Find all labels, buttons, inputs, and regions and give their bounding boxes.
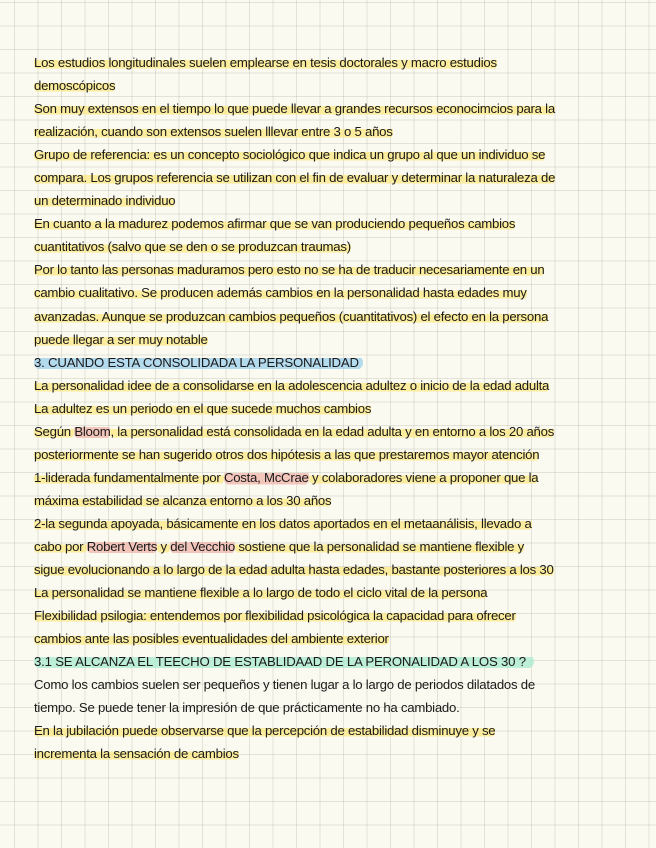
section-heading-3-1 [34, 650, 634, 673]
paragraph-line [34, 719, 634, 742]
highlighted-text: 2-la segunda apoyada, básicamente en los datos aportados en el metaanálisis, llevado a [34, 515, 532, 531]
note-page [34, 51, 634, 765]
paragraph-line [34, 512, 634, 535]
paragraph-line [34, 166, 634, 189]
author-name-highlight: Costa, McCrae [223, 469, 309, 485]
highlighted-text: Los estudios longitudinales suelen emplearse en tesis doctorales y macro estudios [34, 55, 497, 70]
paragraph-line [34, 604, 634, 627]
highlighted-text: un determinado individuo [34, 193, 176, 209]
paragraph-line [34, 235, 634, 258]
section-heading-3 [34, 351, 634, 374]
paragraph-line [34, 281, 634, 304]
highlighted-text: En cuanto a la madurez podemos afirmar que se van produciendo pequeños cambios [34, 216, 516, 232]
highlighted-text: compara. Los grupos referencia se utilizan con el fin de evaluar y determinar la naturaleza de [34, 170, 556, 186]
highlighted-text: cabo por [34, 538, 87, 554]
highlighted-text: cuantitativos (salvo que se den o se produzcan traumas) [34, 239, 351, 255]
highlighted-text: cambio cualitativo. Se producen además cambios en la personalidad hasta edades muy [34, 285, 527, 301]
author-name-highlight: del Vecchio [170, 538, 235, 554]
highlighted-text: Por lo tanto las personas maduramos pero esto no se ha de traducir necesariamente en un [34, 262, 545, 278]
paragraph-line [34, 189, 634, 212]
highlighted-text: La adultez es un periodo en el que sucede muchos cambios [34, 400, 372, 416]
paragraph-line [34, 489, 634, 512]
paragraph-line [34, 397, 634, 420]
highlighted-text: puede llegar a ser muy notable [34, 331, 208, 347]
highlighted-text: , la personalidad está consolidada en la edad adulta y en entorno a los 20 años [110, 423, 555, 439]
highlighted-text: y colaboradores viene a proponer que la [308, 469, 539, 485]
paragraph-line [34, 627, 634, 650]
paragraph-line [34, 420, 634, 443]
paragraph-line [34, 374, 634, 397]
paragraph-line [34, 51, 634, 74]
highlighted-text: En la jubilación puede observarse que la percepción de estabilidad disminuye y se [34, 723, 496, 739]
plain-text: tiempo. Se puede tener la impresión de que prácticamente no ha cambiado. [34, 700, 460, 716]
plain-text: Como los cambios suelen ser pequeños y tienen lugar a lo largo de periodos dilatados de [34, 677, 535, 693]
paragraph-line [34, 258, 634, 281]
paragraph-line [34, 581, 634, 604]
highlighted-text: La personalidad idee de a consolidarse en la adolescencia adultez o inicio de la edad adulta [34, 377, 550, 393]
heading-text: 3.1 SE ALCANZA EL TEECHO DE ESTABLIDAAD DE LA PERONALIDAD A LOS 30 ? [34, 654, 534, 669]
paragraph-line [34, 558, 634, 581]
highlighted-text: cambios ante las posibles eventualidades del ambiente exterior [34, 631, 389, 647]
paragraph-line [34, 74, 634, 97]
paragraph-line [34, 443, 634, 466]
highlighted-text: demoscópicos [34, 78, 116, 94]
paragraph-line [34, 466, 634, 489]
paragraph-line [34, 120, 634, 143]
highlighted-text: posteriormente se han sugerido otros dos hipótesis a las que prestaremos mayor atención [34, 446, 540, 462]
heading-text: 3. CUANDO ESTA CONSOLIDADA LA PERSONALIDAD [34, 355, 363, 370]
highlighted-text: La personalidad se mantiene flexible a lo largo de todo el ciclo vital de la persona [34, 585, 488, 601]
highlighted-text: realización, cuando son extensos suelen lllevar entre 3 o 5 años [34, 124, 393, 140]
paragraph-line [34, 535, 634, 558]
highlighted-text: y [157, 538, 171, 554]
author-name-highlight: Robert Verts [86, 538, 158, 554]
author-name-highlight: Bloom [74, 423, 111, 439]
highlighted-text: Grupo de referencia: es un concepto sociológico que indica un grupo al que un individuo se [34, 147, 546, 163]
paragraph-line [34, 97, 634, 120]
paragraph-line [34, 143, 634, 166]
highlighted-text: sigue evolucionando a lo largo de la edad adulta hasta edades, bastante posteriores a los 30 [34, 562, 554, 578]
paragraph-line [34, 673, 634, 696]
highlighted-text: Son muy extensos en el tiempo lo que puede llevar a grandes recursos econocimcios para la [34, 101, 555, 117]
highlighted-text: sostiene que la personalidad se mantiene flexible y [234, 538, 524, 554]
highlighted-text: 1-liderada fundamentalmente por [34, 469, 224, 485]
paragraph-line [34, 305, 634, 328]
paragraph-line [34, 212, 634, 235]
highlighted-text: máxima estabilidad se alcanza entorno a los 30 años [34, 492, 332, 508]
highlighted-text: Flexibilidad psilogia: entendemos por flexibilidad psicológica la capacidad para ofrecer [34, 608, 516, 624]
paragraph-line [34, 328, 634, 351]
paragraph-line [34, 696, 634, 719]
highlighted-text: avanzadas. Aunque se produzcan cambios pequeños (cuantitativos) el efecto en la persona [34, 308, 549, 324]
highlighted-text: incrementa la sensación de cambios [34, 746, 239, 762]
highlighted-text: Según [34, 423, 75, 439]
paragraph-line [34, 742, 634, 765]
